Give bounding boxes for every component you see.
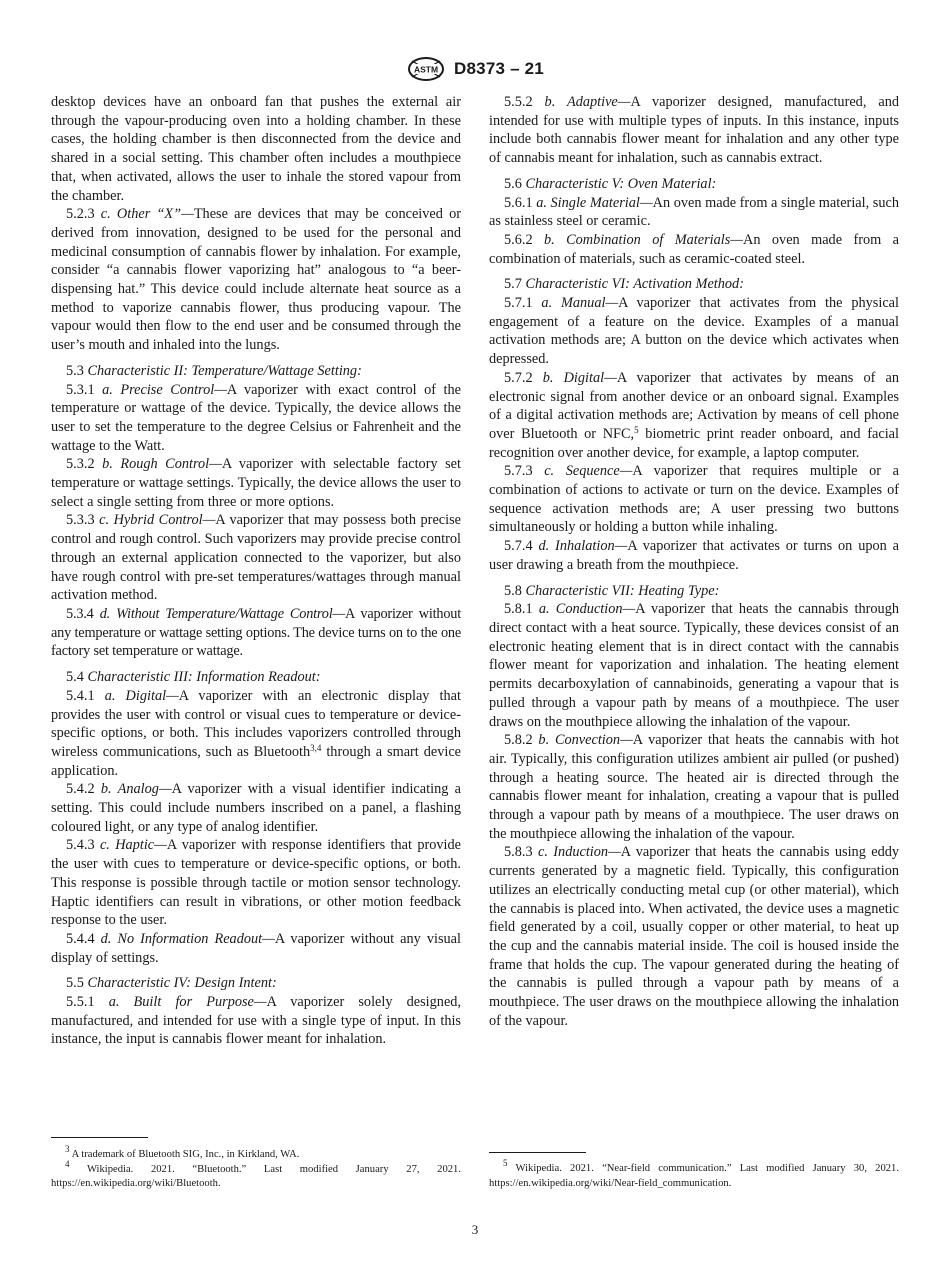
section-5-3-4: 5.3.4 d. Without Temperature/Wattage Control—A vaporizer without any temperature or wattage setting options. The device turns on to the one factory set temperature or wattage.	[51, 605, 461, 660]
section-5-4-heading: 5.4 Characteristic III: Information Readout:	[66, 669, 321, 686]
section-5-7-1: 5.7.1 a. Manual—A vaporizer that activates from the physical engagement of a feature on the device. Examples of a manual activation methods are; A button on the device which activates when depressed.	[489, 295, 899, 368]
section-5-3-3: 5.3.3 c. Hybrid Control—A vaporizer that may possess both precise control and rough control. Such vaporizers may provide precise control through an external application connected to the vaporizer, but also have rough control with pre-set temperatures/wattages through manual activation method.	[51, 512, 462, 604]
footnote-3: $^3$ A trademark of Bluetooth SIG, Inc., in Kirkland, WA.	[65, 1144, 300, 1160]
section-5-4-2: 5.4.2 b. Analog—A vaporizer with a visual identifier indicating a setting. This could include numbers inscribed on a panel, a flashing coloured light, or any type of analog identifier.	[51, 781, 461, 835]
section-5-8-3: 5.8.3 c. Induction—A vaporizer that heats the cannabis using eddy currents generated by a magnetic field. Typically, this configuration utilizes an electrically conducting metal cup (or other material), which the cannabis is placed into. When activated, the device uses a magnetic field generated by a coil, usually copper or other material, to heat up the cup and the cannabis material inside. The coil is housed inside the frame that holds the cup. The vapour generated during the heating of the cannabis is pulled through a vapour path by means of a mouthpiece. The user draws on the mouthpiece allowing the inhalation of the vapour.	[489, 844, 900, 1029]
right-column	[489, 93, 899, 1030]
left-column	[51, 93, 461, 1049]
section-5-6-2: 5.6.2 b. Combination of Materials—An oven made from a combination of materials, such as ceramic-coated steel.	[489, 231, 899, 267]
section-5-2-3: 5.2.3 c. Other “X”—These are devices that may be conceived or derived from innovation, designed to be used for the personal and medicinal consumption of cannabis flower by inhalation. For example, consider “a cannabis flower vaporizing hat” analogous to “a beer-dispensing hat.” This device could include alternate heat source as a method to vaporize cannabis flower, thus producing vapour. The vapour would then flow to the end user and be consumed through the user’s mouth and inhaled into the lungs.	[51, 206, 462, 354]
section-5-7-4: 5.7.4 d. Inhalation—A vaporizer that activates or turns on upon a user drawing a breath from the mouthpiece.	[489, 538, 900, 573]
section-5-7-3: 5.7.3 c. Sequence—A vaporizer that requires multiple or a combination of actions to activate or turn on the device. Examples of sequence activation methods are; A user pressing two buttons simultaneously or holding a button while inhaling.	[489, 463, 899, 536]
paragraph-continued: desktop devices have an onboard fan that pushes the external air through the vapour-producing oven into a holding chamber. In these cases, the holding chamber is then disconnected from the device and shared in a social setting. This chamber often includes a mouthpiece that, when activated, allows the user to inhale the stored vapour from the chamber.	[51, 94, 461, 204]
footnote-divider-right	[489, 1152, 586, 1153]
footnote-5: $^5$ Wikipedia. 2021. “Near-field communication.” Last modified January 30, 2021. https://en.wikipedia.org/wiki/Near-field_communication.	[489, 1158, 899, 1189]
page-number: 3	[471, 1222, 479, 1237]
page-header	[0, 56, 950, 82]
document-id: D8373 – 21	[454, 59, 544, 78]
section-5-5-2: 5.5.2 b. Adaptive—A vaporizer designed, manufactured, and intended for use with multiple types of inputs. In this instance, inputs include both cannabis flower meant for inhalation and any other type of cannabis meant for inhalation, such as cannabis extract.	[489, 94, 899, 167]
section-5-5-heading: 5.5 Characteristic IV: Design Intent:	[66, 975, 277, 992]
section-5-7-heading: 5.7 Characteristic VI: Activation Method:	[504, 276, 744, 293]
section-5-6-heading: 5.6 Characteristic V: Oven Material:	[504, 175, 717, 192]
section-5-4-1: 5.4.1 a. Digital—A vaporizer with an electronic display that provides the user with control or visual cues to temperature or device-specific options, or both. This includes vaporizers controlled through wireless communications, such as Bluetooth$^{3,4}$ through a smart device application.	[51, 687, 462, 779]
section-5-3-2: 5.3.2 b. Rough Control—A vaporizer with selectable factory set temperature or wattage settings. Typically, the device allows the user to select a single setting from three or more options.	[51, 456, 462, 510]
section-5-8-1: 5.8.1 a. Conduction—A vaporizer that heats the cannabis through direct contact with a heat source. Typically, these devices consist of an electronic heating element that is in direct contact with the cannabis flower meant for vaporization and inhalation. The heating element permits decarboxylation of cannabinoids, generating a vapour that is pulled through a vapour path by means of a mouthpiece. The user draws on the mouthpiece allowing the inhalation of the vapour.	[489, 601, 900, 730]
footnote-4: $^4$ Wikipedia. 2021. “Bluetooth.” Last modified January 27, 2021. https://en.wikipedia.org/wiki/Bluetooth.	[51, 1158, 461, 1190]
astm-logo-icon	[406, 56, 446, 82]
section-5-3-heading: 5.3 Characteristic II: Temperature/Wattage Setting:	[66, 362, 362, 379]
footnote-ref-5: 5	[634, 424, 639, 435]
section-5-4-4: 5.4.4 d. No Information Readout—A vaporizer without any visual display of settings.	[51, 930, 461, 966]
section-5-7-2: 5.7.2 b. Digital—A vaporizer that activates by means of an electronic signal from another device or an onboard signal. Examples of a digital activation methods are; Activation by means of cell phone over Bluetooth or NFC,$^5$ biometric print reader onboard, and facial recognition over another device, for example, a laptop computer.	[489, 369, 899, 461]
logo-text: ASTM	[414, 64, 439, 75]
footnotes-right	[489, 1158, 899, 1191]
section-5-8-2: 5.8.2 b. Convection—A vaporizer that heats the cannabis with hot air. Typically, this configuration utilizes ambient air pulled (or pushed) through a heating source. The heated air is directed through the cannabis flower meant for inhalation, creating a vapour that is pulled through a vapour path by means of a mouthpiece. The user draws on the mouthpiece allowing the inhalation of the vapour.	[489, 732, 900, 842]
section-5-5-1: 5.5.1 a. Built for Purpose—A vaporizer solely designed, manufactured, and intended for use with a single type of input. In this instance, the input is cannabis flower meant for inhalation.	[51, 994, 462, 1048]
footnote-divider-left	[51, 1137, 148, 1138]
section-5-3-1: 5.3.1 a. Precise Control—A vaporizer with exact control of the temperature or wattage of the device. Typically, the device allows the user to set the temperature to the degree Celsius or Fahrenheit and the wattage to the Watt.	[51, 381, 461, 454]
footnotes-left	[51, 1144, 461, 1192]
footnote-ref-3-4: 3,4	[310, 742, 322, 753]
section-5-6-1: 5.6.1 a. Single Material—An oven made from a single material, such as stainless steel or ceramic.	[489, 194, 899, 230]
section-5-8-heading: 5.8 Characteristic VII: Heating Type:	[504, 582, 720, 599]
section-5-4-3: 5.4.3 c. Haptic—A vaporizer with response identifiers that provide the user with cues to temperature or device-specific options, or both. This response is possible through tactile or motion sensor technology. Haptic identifiers can result in vibrations, or other motion feedback response to the user.	[51, 837, 461, 929]
